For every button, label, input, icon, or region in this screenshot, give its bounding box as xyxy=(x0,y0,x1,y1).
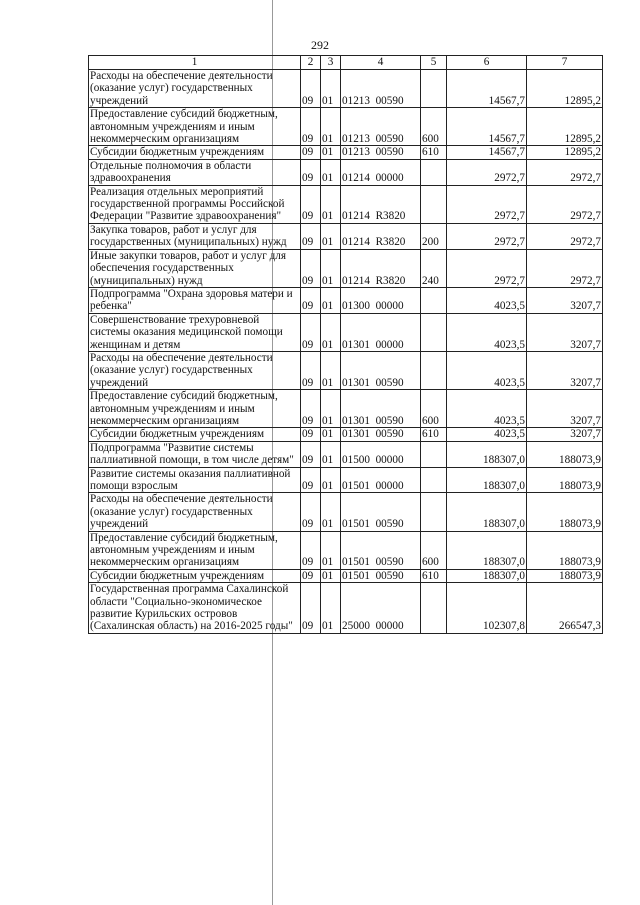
row-amount-7: 12895,2 xyxy=(527,70,603,108)
row-name: Подпрограмма "Охрана здоровья матери и ребенка" xyxy=(89,287,301,313)
row-subsection: 01 xyxy=(321,159,341,185)
row-section: 09 xyxy=(301,249,321,287)
row-amount-6: 188307,0 xyxy=(447,467,527,493)
row-amount-6: 102307,8 xyxy=(447,583,527,634)
row-section: 09 xyxy=(301,70,321,108)
row-amount-7: 12895,2 xyxy=(527,146,603,159)
row-subsection: 01 xyxy=(321,249,341,287)
header-col-4: 4 xyxy=(341,56,421,70)
table-row xyxy=(89,249,603,287)
row-name: Государственная программа Сахалинской области "Социально-экономическое развитие Курильских островов (Сахалинская область) на 2016-2025 годы" xyxy=(89,583,301,634)
row-expense-type xyxy=(421,313,447,351)
row-name: Расходы на обеспечение деятельности (оказание услуг) государственных учреждений xyxy=(89,351,301,389)
row-target-code: 01213 00590 xyxy=(341,108,421,146)
row-target-code: 01214 R3820 xyxy=(341,249,421,287)
row-target-code: 01301 00590 xyxy=(341,428,421,441)
budget-table xyxy=(88,55,603,634)
header-row xyxy=(89,56,603,70)
row-name: Закупка товаров, работ и услуг для государственных (муниципальных) нужд xyxy=(89,223,301,249)
table-row xyxy=(89,531,603,569)
header-col-5: 5 xyxy=(421,56,447,70)
row-target-code: 25000 00000 xyxy=(341,583,421,634)
row-section: 09 xyxy=(301,428,321,441)
row-section: 09 xyxy=(301,531,321,569)
row-amount-7: 2972,7 xyxy=(527,249,603,287)
row-expense-type xyxy=(421,287,447,313)
row-expense-type: 200 xyxy=(421,223,447,249)
row-name: Расходы на обеспечение деятельности (оказание услуг) государственных учреждений xyxy=(89,70,301,108)
row-expense-type: 610 xyxy=(421,428,447,441)
row-amount-7: 266547,3 xyxy=(527,583,603,634)
row-amount-7: 188073,9 xyxy=(527,467,603,493)
row-subsection: 01 xyxy=(321,493,341,531)
row-amount-7: 188073,9 xyxy=(527,569,603,582)
row-expense-type xyxy=(421,351,447,389)
row-expense-type: 600 xyxy=(421,108,447,146)
row-amount-7: 3207,7 xyxy=(527,390,603,428)
row-section: 09 xyxy=(301,569,321,582)
row-amount-6: 2972,7 xyxy=(447,185,527,223)
row-amount-6: 4023,5 xyxy=(447,351,527,389)
table-row xyxy=(89,313,603,351)
row-name: Расходы на обеспечение деятельности (оказание услуг) государственных учреждений xyxy=(89,493,301,531)
row-name: Отдельные полномочия в области здравоохранения xyxy=(89,159,301,185)
row-name: Предоставление субсидий бюджетным, автономным учреждениям и иным некоммерческим организациям xyxy=(89,390,301,428)
row-subsection: 01 xyxy=(321,569,341,582)
row-name: Совершенствование трехуровневой системы оказания медицинской помощи женщинам и детям xyxy=(89,313,301,351)
row-section: 09 xyxy=(301,441,321,467)
row-name: Иные закупки товаров, работ и услуг для обеспечения государственных (муниципальных) нужд xyxy=(89,249,301,287)
row-target-code: 01213 00590 xyxy=(341,146,421,159)
row-amount-6: 2972,7 xyxy=(447,159,527,185)
row-amount-7: 2972,7 xyxy=(527,185,603,223)
row-target-code: 01213 00590 xyxy=(341,70,421,108)
row-expense-type xyxy=(421,159,447,185)
row-amount-7: 12895,2 xyxy=(527,108,603,146)
row-name: Предоставление субсидий бюджетным, автономным учреждениям и иным некоммерческим организациям xyxy=(89,108,301,146)
row-section: 09 xyxy=(301,223,321,249)
header-col-7: 7 xyxy=(527,56,603,70)
row-amount-6: 2972,7 xyxy=(447,249,527,287)
row-subsection: 01 xyxy=(321,185,341,223)
row-expense-type xyxy=(421,441,447,467)
row-section: 09 xyxy=(301,146,321,159)
row-subsection: 01 xyxy=(321,351,341,389)
row-section: 09 xyxy=(301,467,321,493)
row-section: 09 xyxy=(301,159,321,185)
row-amount-6: 14567,7 xyxy=(447,70,527,108)
table-row xyxy=(89,287,603,313)
row-amount-6: 4023,5 xyxy=(447,390,527,428)
row-target-code: 01301 00000 xyxy=(341,313,421,351)
row-expense-type xyxy=(421,583,447,634)
row-amount-6: 188307,0 xyxy=(447,493,527,531)
row-subsection: 01 xyxy=(321,108,341,146)
row-amount-6: 4023,5 xyxy=(447,287,527,313)
row-amount-7: 3207,7 xyxy=(527,287,603,313)
row-subsection: 01 xyxy=(321,467,341,493)
row-name: Развитие системы оказания паллиативной помощи взрослым xyxy=(89,467,301,493)
row-subsection: 01 xyxy=(321,531,341,569)
row-subsection: 01 xyxy=(321,441,341,467)
row-subsection: 01 xyxy=(321,70,341,108)
table-row xyxy=(89,70,603,108)
row-amount-7: 188073,9 xyxy=(527,531,603,569)
row-amount-6: 188307,0 xyxy=(447,531,527,569)
table-row xyxy=(89,108,603,146)
row-section: 09 xyxy=(301,351,321,389)
row-expense-type: 240 xyxy=(421,249,447,287)
row-section: 09 xyxy=(301,390,321,428)
row-section: 09 xyxy=(301,583,321,634)
row-subsection: 01 xyxy=(321,146,341,159)
row-subsection: 01 xyxy=(321,583,341,634)
row-amount-7: 2972,7 xyxy=(527,223,603,249)
table-row xyxy=(89,493,603,531)
row-target-code: 01214 00000 xyxy=(341,159,421,185)
row-name: Субсидии бюджетным учреждениям xyxy=(89,146,301,159)
row-section: 09 xyxy=(301,108,321,146)
row-amount-6: 188307,0 xyxy=(447,441,527,467)
row-name: Предоставление субсидий бюджетным, автономным учреждениям и иным некоммерческим организациям xyxy=(89,531,301,569)
table-row xyxy=(89,583,603,634)
row-expense-type: 610 xyxy=(421,569,447,582)
table-row xyxy=(89,146,603,159)
table-row xyxy=(89,428,603,441)
row-target-code: 01301 00590 xyxy=(341,351,421,389)
table-row xyxy=(89,467,603,493)
table-row xyxy=(89,441,603,467)
row-amount-7: 3207,7 xyxy=(527,428,603,441)
row-section: 09 xyxy=(301,287,321,313)
row-target-code: 01501 00590 xyxy=(341,531,421,569)
row-name: Субсидии бюджетным учреждениям xyxy=(89,569,301,582)
row-expense-type xyxy=(421,467,447,493)
table-row xyxy=(89,569,603,582)
row-expense-type xyxy=(421,493,447,531)
row-name: Подпрограмма "Развитие системы паллиативной помощи, в том числе детям" xyxy=(89,441,301,467)
row-name: Субсидии бюджетным учреждениям xyxy=(89,428,301,441)
row-target-code: 01214 R3820 xyxy=(341,223,421,249)
header-col-2: 2 xyxy=(301,56,321,70)
table-row xyxy=(89,185,603,223)
row-subsection: 01 xyxy=(321,428,341,441)
header-col-1: 1 xyxy=(89,56,301,70)
row-amount-6: 188307,0 xyxy=(447,569,527,582)
row-amount-6: 14567,7 xyxy=(447,146,527,159)
row-target-code: 01214 R3820 xyxy=(341,185,421,223)
header-col-6: 6 xyxy=(447,56,527,70)
row-amount-7: 188073,9 xyxy=(527,493,603,531)
row-subsection: 01 xyxy=(321,313,341,351)
row-expense-type: 610 xyxy=(421,146,447,159)
table-row xyxy=(89,159,603,185)
row-expense-type: 600 xyxy=(421,390,447,428)
table-row xyxy=(89,223,603,249)
row-target-code: 01501 00000 xyxy=(341,467,421,493)
row-amount-6: 4023,5 xyxy=(447,313,527,351)
row-target-code: 01300 00000 xyxy=(341,287,421,313)
row-target-code: 01501 00590 xyxy=(341,493,421,531)
row-subsection: 01 xyxy=(321,390,341,428)
row-target-code: 01500 00000 xyxy=(341,441,421,467)
row-amount-7: 188073,9 xyxy=(527,441,603,467)
row-section: 09 xyxy=(301,185,321,223)
row-subsection: 01 xyxy=(321,223,341,249)
table-row xyxy=(89,351,603,389)
row-name: Реализация отдельных мероприятий государственной программы Российской Федерации "Развитие здравоохранения" xyxy=(89,185,301,223)
row-expense-type xyxy=(421,70,447,108)
table-row xyxy=(89,390,603,428)
row-expense-type xyxy=(421,185,447,223)
row-amount-6: 14567,7 xyxy=(447,108,527,146)
row-section: 09 xyxy=(301,493,321,531)
row-expense-type: 600 xyxy=(421,531,447,569)
row-section: 09 xyxy=(301,313,321,351)
row-target-code: 01501 00590 xyxy=(341,569,421,582)
row-subsection: 01 xyxy=(321,287,341,313)
row-amount-7: 2972,7 xyxy=(527,159,603,185)
header-col-3: 3 xyxy=(321,56,341,70)
row-amount-7: 3207,7 xyxy=(527,313,603,351)
row-amount-6: 4023,5 xyxy=(447,428,527,441)
page-number: 292 xyxy=(311,38,329,52)
row-target-code: 01301 00590 xyxy=(341,390,421,428)
row-amount-7: 3207,7 xyxy=(527,351,603,389)
row-amount-6: 2972,7 xyxy=(447,223,527,249)
